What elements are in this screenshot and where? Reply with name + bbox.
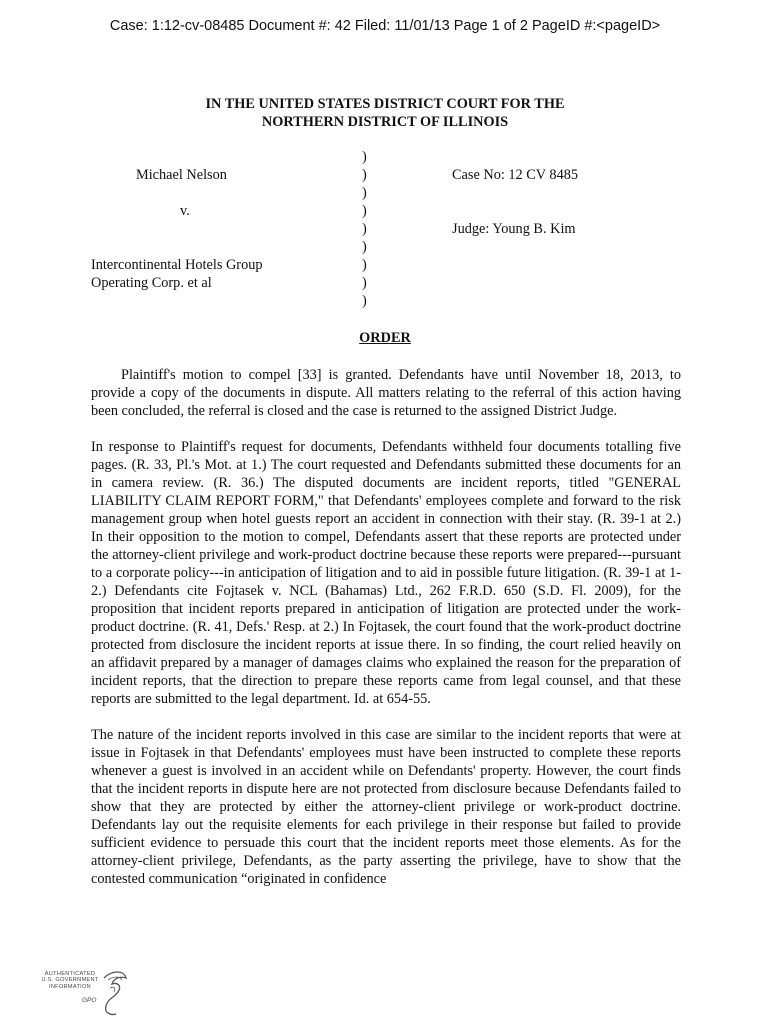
defendant-name-line-1: Intercontinental Hotels Group	[91, 257, 263, 273]
defendant-name-line-2: Operating Corp. et al	[91, 275, 212, 291]
court-heading-line-2: NORTHERN DISTRICT OF ILLINOIS	[261, 114, 509, 130]
versus-label: v.	[180, 203, 190, 219]
caption-paren: )	[362, 293, 367, 309]
court-heading-line-1: IN THE UNITED STATES DISTRICT COURT FOR THE	[205, 96, 565, 112]
seal-line-3: INFORMATION	[48, 983, 92, 990]
caption-paren: )	[362, 239, 367, 255]
caption-paren: )	[362, 257, 367, 273]
caption-paren: )	[362, 149, 367, 165]
order-title: ORDER	[359, 330, 411, 346]
page-header-stamp: Case: 1:12-cv-08485 Document #: 42 Filed: 11/01/13 Page 1 of 2 PageID #:<pageID>	[109, 18, 661, 34]
caption-paren: )	[362, 167, 367, 183]
caption-paren: )	[362, 221, 367, 237]
case-caption	[0, 148, 770, 310]
seal-text	[30, 971, 110, 990]
case-number: Case No: 12 CV 8485	[452, 167, 579, 183]
court-heading	[0, 95, 770, 131]
gpo-authentication-seal	[30, 968, 130, 1018]
caption-paren: )	[362, 185, 367, 201]
order-paragraph: In response to Plaintiff's request for documents, Defendants withheld four documents totalling five pages. (R. 33, Pl.'s Mot. at 1.) The court requested and Defendants submitted these documents for an in camera review. (R. 36.) The disputed documents are incident reports, titled "GENERAL LIABILITY CLAIM REPORT FORM," that Defendants' employees complete and forward to the risk management group when hotel guests report an accident in connection with their stay. (R. 39-1 at 2.) In their opposition to the motion to compel, Defendants assert that these reports are protected under the attorney-client privilege and work-product doctrine because these reports were prepared---pursuant to a corporate policy---in anticipation of litigation and to aid in possible future litigation. (R. 39-1 at 1-2.) Defendants cite Fojtasek v. NCL (Bahamas) Ltd., 262 F.R.D. 650 (S.D. Fl. 2009), for the proposition that incident reports prepared in anticipation of litigation are protected under the work-product doctrine. (R. 41, Defs.' Resp. at 2.) In Fojtasek, the court found that the work-product doctrine protected from disclosure the incident reports at issue there. In so finding, the court relied heavily on an affidavit prepared by a manager of damages claims who explained the reason for the preparation of incident reports, that the direction to prepare these reports came from legal counsel, and that these reports are submitted to the legal department. Id. at 654-55.	[91, 439, 681, 707]
caption-parentheses	[362, 148, 367, 310]
seal-gpo-label: GPO	[82, 997, 97, 1004]
order-paragraph: The nature of the incident reports involved in this case are similar to the incident reports that were at issue in Fojtasek in that Defendants' employees must have been instructed to complete these reports whenever a guest is involved in an accident while on Defendants' property. However, the court finds that the incident reports in dispute here are not protected from disclosure because Defendants failed to show that they are protected by either the attorney-client privilege or work-product doctrine. Defendants lay out the requisite elements for each privilege in their response but failed to provide sufficient evidence to persuade this court that the incident reports meet those elements. As for the attorney-client privilege, Defendants, as the party asserting the privilege, have to show that the contested communication “originated in confidence	[91, 727, 681, 887]
seal-line-2: U.S. GOVERNMENT	[41, 977, 99, 984]
plaintiff-name: Michael Nelson	[136, 167, 227, 183]
judge-name: Judge: Young B. Kim	[452, 221, 576, 237]
order-paragraph: Plaintiff's motion to compel [33] is granted. Defendants have until November 18, 2013, to provide a copy of the documents in dispute. All matters relating to the referral of this action having been concluded, the referral is closed and the case is returned to the assigned District Judge.	[91, 367, 681, 419]
caption-paren: )	[362, 275, 367, 291]
caption-paren: )	[362, 203, 367, 219]
eagle-icon	[100, 968, 130, 1018]
order-body	[91, 366, 681, 906]
seal-line-1: AUTHENTICATED	[44, 971, 96, 977]
